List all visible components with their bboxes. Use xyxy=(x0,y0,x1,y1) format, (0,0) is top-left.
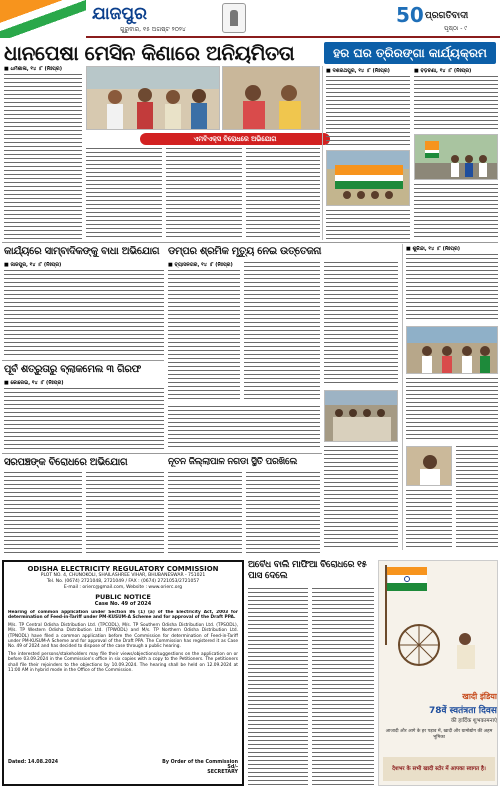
right-brief-3 xyxy=(456,446,498,550)
notice-title: PUBLIC NOTICE xyxy=(95,593,151,601)
notice-footer xyxy=(8,760,238,775)
notice-signature: Sd/- xyxy=(227,765,238,770)
right-brief-photo xyxy=(406,326,498,374)
sarpanch-story-col-2 xyxy=(86,472,164,556)
notice-date: Dated: 14.08.2024 xyxy=(8,760,59,765)
column-rule xyxy=(402,244,403,550)
lead-headline: ଧାନପେଷା ମେସିନ କିଣାରେ ଅନିୟମିତତା xyxy=(4,41,295,65)
newspaper-brand: ପ୍ରଗତିବାଦୀ xyxy=(425,11,469,21)
notice-para-2: M/s. TP Central Odisha Distribution Ltd. (TPCODL), M/s. TP Southern Odisha Distribution Ltd. (TPSODL), M/s. TP Western Odisha Distribution Ltd. (TPWODL) and M/s. TP Northern Odisha Distribution Ltd. (TPNODL) have filed a common application before the Commission for determination of Feed-in-Tariff under PM-KUSUM-A Scheme and for approval of the Draft PPA. The Commission has registered it as Case No. 49 of 2024 and has decided to dispose of the case through a public hearing. xyxy=(8,622,238,650)
inset-photo xyxy=(222,66,320,130)
lead-story-col-3 xyxy=(166,148,242,240)
section-divider xyxy=(2,360,164,361)
dumper-protest-photo xyxy=(324,390,398,442)
right-brief-1 xyxy=(406,246,498,322)
anniversary-logo: 50 xyxy=(396,3,424,27)
dumper-story-col-2 xyxy=(244,262,320,402)
right-brief-2 xyxy=(406,378,498,442)
byline: ■ ଶୁକିନ୍ଦା, ୧୪ ।୮ (ନିଃପ୍ର) xyxy=(406,246,498,253)
notice-case: Case No. 49 of 2024 xyxy=(94,601,152,607)
lead-story-col-2 xyxy=(86,148,162,240)
tiranga-rally-photo-2 xyxy=(326,150,410,206)
headline-sand-mafia: ଅବୈଧ ବାଲି ମାଫିଆ ବିରୋଧରେ ୧୫ ପାସ ଦେଲେ xyxy=(248,560,367,581)
section-divider xyxy=(2,453,322,454)
tiranga-story-col-1 xyxy=(326,68,410,148)
notice-para-1: Hearing of common application under Section 86 (1) (a) of the Electricity Act, 2003 for determination of Feed-in-Tariff under PM-KUSUM-A Scheme and for approval of the Draft PPA. xyxy=(8,610,238,621)
page-number: ପୃଷ୍ଠା - ୯ xyxy=(444,25,468,32)
sarpanch-story-col-1 xyxy=(4,472,82,556)
right-brief-photo-2 xyxy=(406,446,452,486)
lead-story-col-4 xyxy=(246,148,320,240)
headline-blackmail-arrest: ପୂର୍ବ ଶତ୍ରୁତାରୁ ବ୍ଲାକମେଲ ୩ ଗିରଫ xyxy=(4,364,141,375)
spinning-wheel-icon xyxy=(393,621,485,671)
tiranga-story-col-3 xyxy=(414,184,498,240)
section-divider xyxy=(2,242,498,243)
byline: ■ ଜାଜପୁର, ୧୪ ।୮ (ନିଃପ୍ର) xyxy=(4,262,164,269)
notice-web: E-mail : orierc@gmail.com, Website : www.orierc.org xyxy=(63,585,183,590)
byline: ■ ଦଶରଥପୁର, ୧୪ ।୮ (ନିଃପ୍ର) xyxy=(326,68,410,75)
khadi-advertisement xyxy=(378,560,498,786)
blackmail-story xyxy=(4,380,164,450)
dateline: ଗୁରୁବାର, ୧୫ ଅଗଷ୍ଟ ୨୦୨୪ xyxy=(120,26,186,33)
journalist-story xyxy=(4,262,164,358)
column-rule xyxy=(322,66,323,240)
sand-story-col-2 xyxy=(312,588,374,786)
ad-welcome-banner: देशभर के सभी खादी स्टोर में आपका स्वागत है। xyxy=(383,757,495,781)
byline: ■ ବ୍ୟାସନଗର, ୧୪ ।୮ (ନିଃପ୍ର) xyxy=(168,262,240,269)
notice-contact: Tel. No. (0674) 2721048, 2721049 / FAX : (0674) 2721053/2721057 xyxy=(46,579,200,584)
collector-story-col-2 xyxy=(246,472,320,556)
byline: ■ ଧର୍ମଶାଳା, ୧୪ ।୮ (ନିଃପ୍ର) xyxy=(4,66,82,73)
collector-story-col-1 xyxy=(168,472,242,556)
emblem-icon xyxy=(222,3,246,33)
byline: ■ କୋରେଇ, ୧୪ ।୮ (ନିଃପ୍ର) xyxy=(4,380,164,387)
sand-story-col-1 xyxy=(248,588,308,786)
lead-story-photo xyxy=(86,66,220,130)
tricolor-sweep xyxy=(0,0,86,38)
byline: ■ ବଡ଼ଚଣା, ୧୪ ।୮ (ନିଃପ୍ର) xyxy=(414,68,498,75)
dumper-story-col-5 xyxy=(324,446,398,550)
headline-journalist-obstruction: କାର୍ଯ୍ୟରେ ସାମ୍ବାଦିକଙ୍କୁ ବାଧା ଅଭିଯୋଗ xyxy=(4,246,160,257)
tiranga-story-col-2 xyxy=(414,68,498,132)
headline-sarpanch-complaint: ସରପଞ୍ଚଙ୍କ ବିରୋଧରେ ଅଭିଯୋଗ xyxy=(4,457,128,468)
edition-name: ଯାଜପୁର xyxy=(92,4,147,24)
right-banner-headline: ହର ଘର ତ୍ରିରଙ୍ଗା କାର୍ଯ୍ୟକ୍ରମ xyxy=(324,42,496,64)
dumper-story-col-4 xyxy=(168,406,320,450)
tiranga-rally-photo-1 xyxy=(414,134,498,180)
tricolor-flag-icon xyxy=(387,567,427,591)
tiranga-story-col-4 xyxy=(326,210,410,240)
notice-order: By Order of the Commission xyxy=(162,760,238,765)
notice-org: ODISHA ELECTRICITY REGULATORY COMMISSION xyxy=(27,565,219,573)
ad-anniversary: 78वें स्वतंत्रता दिवस xyxy=(428,706,497,716)
masthead xyxy=(0,0,500,38)
headline-new-collector: ନୂତନ ଜିଲ୍ଲାପାଳ ନଗଡା ସ୍ଥିତି ପରଖିଲେ xyxy=(168,457,297,467)
ad-wish: की हार्दिक शुभकामनाएं xyxy=(450,718,497,724)
lead-story-col-1 xyxy=(4,66,82,240)
notice-address: PLOT NO. 4, CHUNOKOLI, SHAILASHREE VIHAR, BHUBANESWAR - 751021 xyxy=(40,573,206,578)
headline-dumper-worker-death: ଡମ୍ପର ଶ୍ରମିକ ମୃତ୍ୟୁ ନେଇ ଉତ୍ତେଜନା xyxy=(168,246,322,257)
ad-brand: खादी इंडिया xyxy=(462,692,497,701)
dumper-story-col-3 xyxy=(324,262,398,386)
notice-designation: SECRETARY xyxy=(207,770,238,775)
dumper-story-col-1 xyxy=(168,262,240,402)
section-highlight: ଏମବିଏକ୍ସ ବିରୋଧରେ ଅଭିଯୋଗ xyxy=(140,133,330,145)
right-brief-4 xyxy=(406,490,452,550)
ad-tagline: आजादी और आगे के हर पड़ाव में, खादी और ग्रामोद्योग की अहम भूमिका xyxy=(385,729,493,740)
public-notice xyxy=(2,560,244,786)
notice-body xyxy=(8,610,238,758)
notice-para-3: The interested persons/stakeholders may file their views/objections/suggestions on the application on or before 03.09.2024 in the Commission's office in six copies with a copy to the Petitioners. The petitioners shall file their rejoinders to the objections by 10.09.2024. The hearing shall be held on 12.09.2024 at 11:00 AM in hybrid mode in the Office of the Commission. xyxy=(8,651,238,674)
